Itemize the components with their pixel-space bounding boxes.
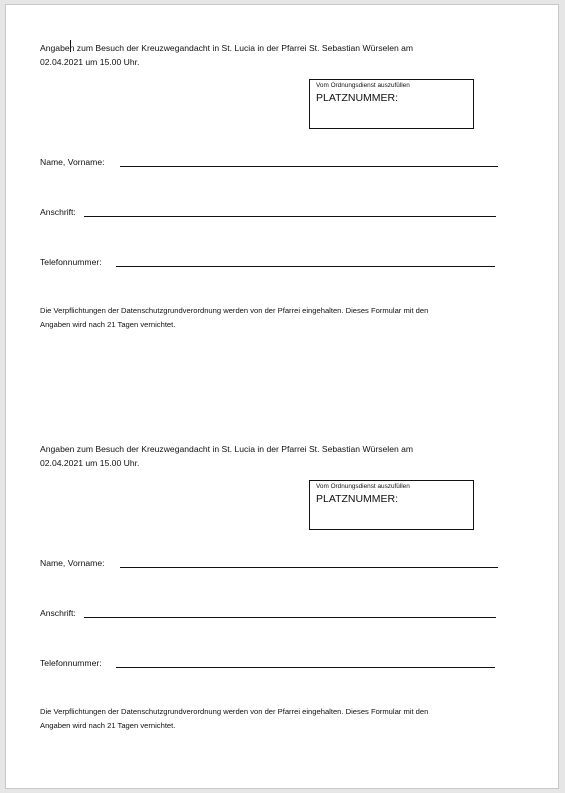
intro-line-2: 02.04.2021 um 15.00 Uhr.	[40, 458, 140, 468]
name-field[interactable]	[40, 557, 500, 569]
address-underline[interactable]	[84, 617, 496, 618]
privacy-note	[40, 705, 530, 733]
address-underline[interactable]	[84, 216, 496, 217]
form-intro	[40, 442, 520, 470]
intro-line-2: 02.04.2021 um 15.00 Uhr.	[40, 57, 140, 67]
intro-line-1: Angaben zum Besuch der Kreuzwegandacht in St. Lucia in der Pfarrei St. Sebastian Würselen am	[40, 43, 414, 53]
document-page	[6, 5, 558, 788]
registration-form-2	[6, 406, 558, 756]
registration-form-1	[6, 5, 558, 355]
seat-number-box[interactable]	[309, 480, 474, 530]
name-underline[interactable]	[120, 166, 498, 167]
seat-number-label: PLATZNUMMER:	[316, 92, 399, 104]
phone-label: Telefonnummer:	[40, 257, 102, 267]
address-label: Anschrift:	[40, 207, 76, 217]
address-label: Anschrift:	[40, 608, 76, 618]
seat-number-box[interactable]	[309, 79, 474, 129]
phone-field[interactable]	[40, 256, 500, 268]
name-label: Name, Vorname:	[40, 157, 105, 167]
address-field[interactable]	[40, 206, 500, 218]
name-underline[interactable]	[120, 567, 498, 568]
box-caption: Vom Ordnungsdienst auszufüllen	[316, 483, 410, 490]
note-line-2: Angaben wird nach 21 Tagen vernichtet.	[40, 320, 176, 329]
phone-label: Telefonnummer:	[40, 658, 102, 668]
phone-field[interactable]	[40, 657, 500, 669]
phone-underline[interactable]	[116, 266, 495, 267]
note-line-1: Die Verpflichtungen der Datenschutzgrundverordnung werden von der Pfarrei eingehalten. Dieses Formular mit den	[40, 306, 429, 315]
intro-line-1: Angaben zum Besuch der Kreuzwegandacht in St. Lucia in der Pfarrei St. Sebastian Würselen am	[40, 444, 414, 454]
name-field[interactable]	[40, 156, 500, 168]
note-line-1: Die Verpflichtungen der Datenschutzgrundverordnung werden von der Pfarrei eingehalten. Dieses Formular mit den	[40, 707, 429, 716]
note-line-2: Angaben wird nach 21 Tagen vernichtet.	[40, 721, 176, 730]
form-intro	[40, 41, 520, 69]
box-caption: Vom Ordnungsdienst auszufüllen	[316, 82, 410, 89]
phone-underline[interactable]	[116, 667, 495, 668]
privacy-note	[40, 304, 530, 332]
name-label: Name, Vorname:	[40, 558, 105, 568]
seat-number-label: PLATZNUMMER:	[316, 493, 399, 505]
address-field[interactable]	[40, 607, 500, 619]
